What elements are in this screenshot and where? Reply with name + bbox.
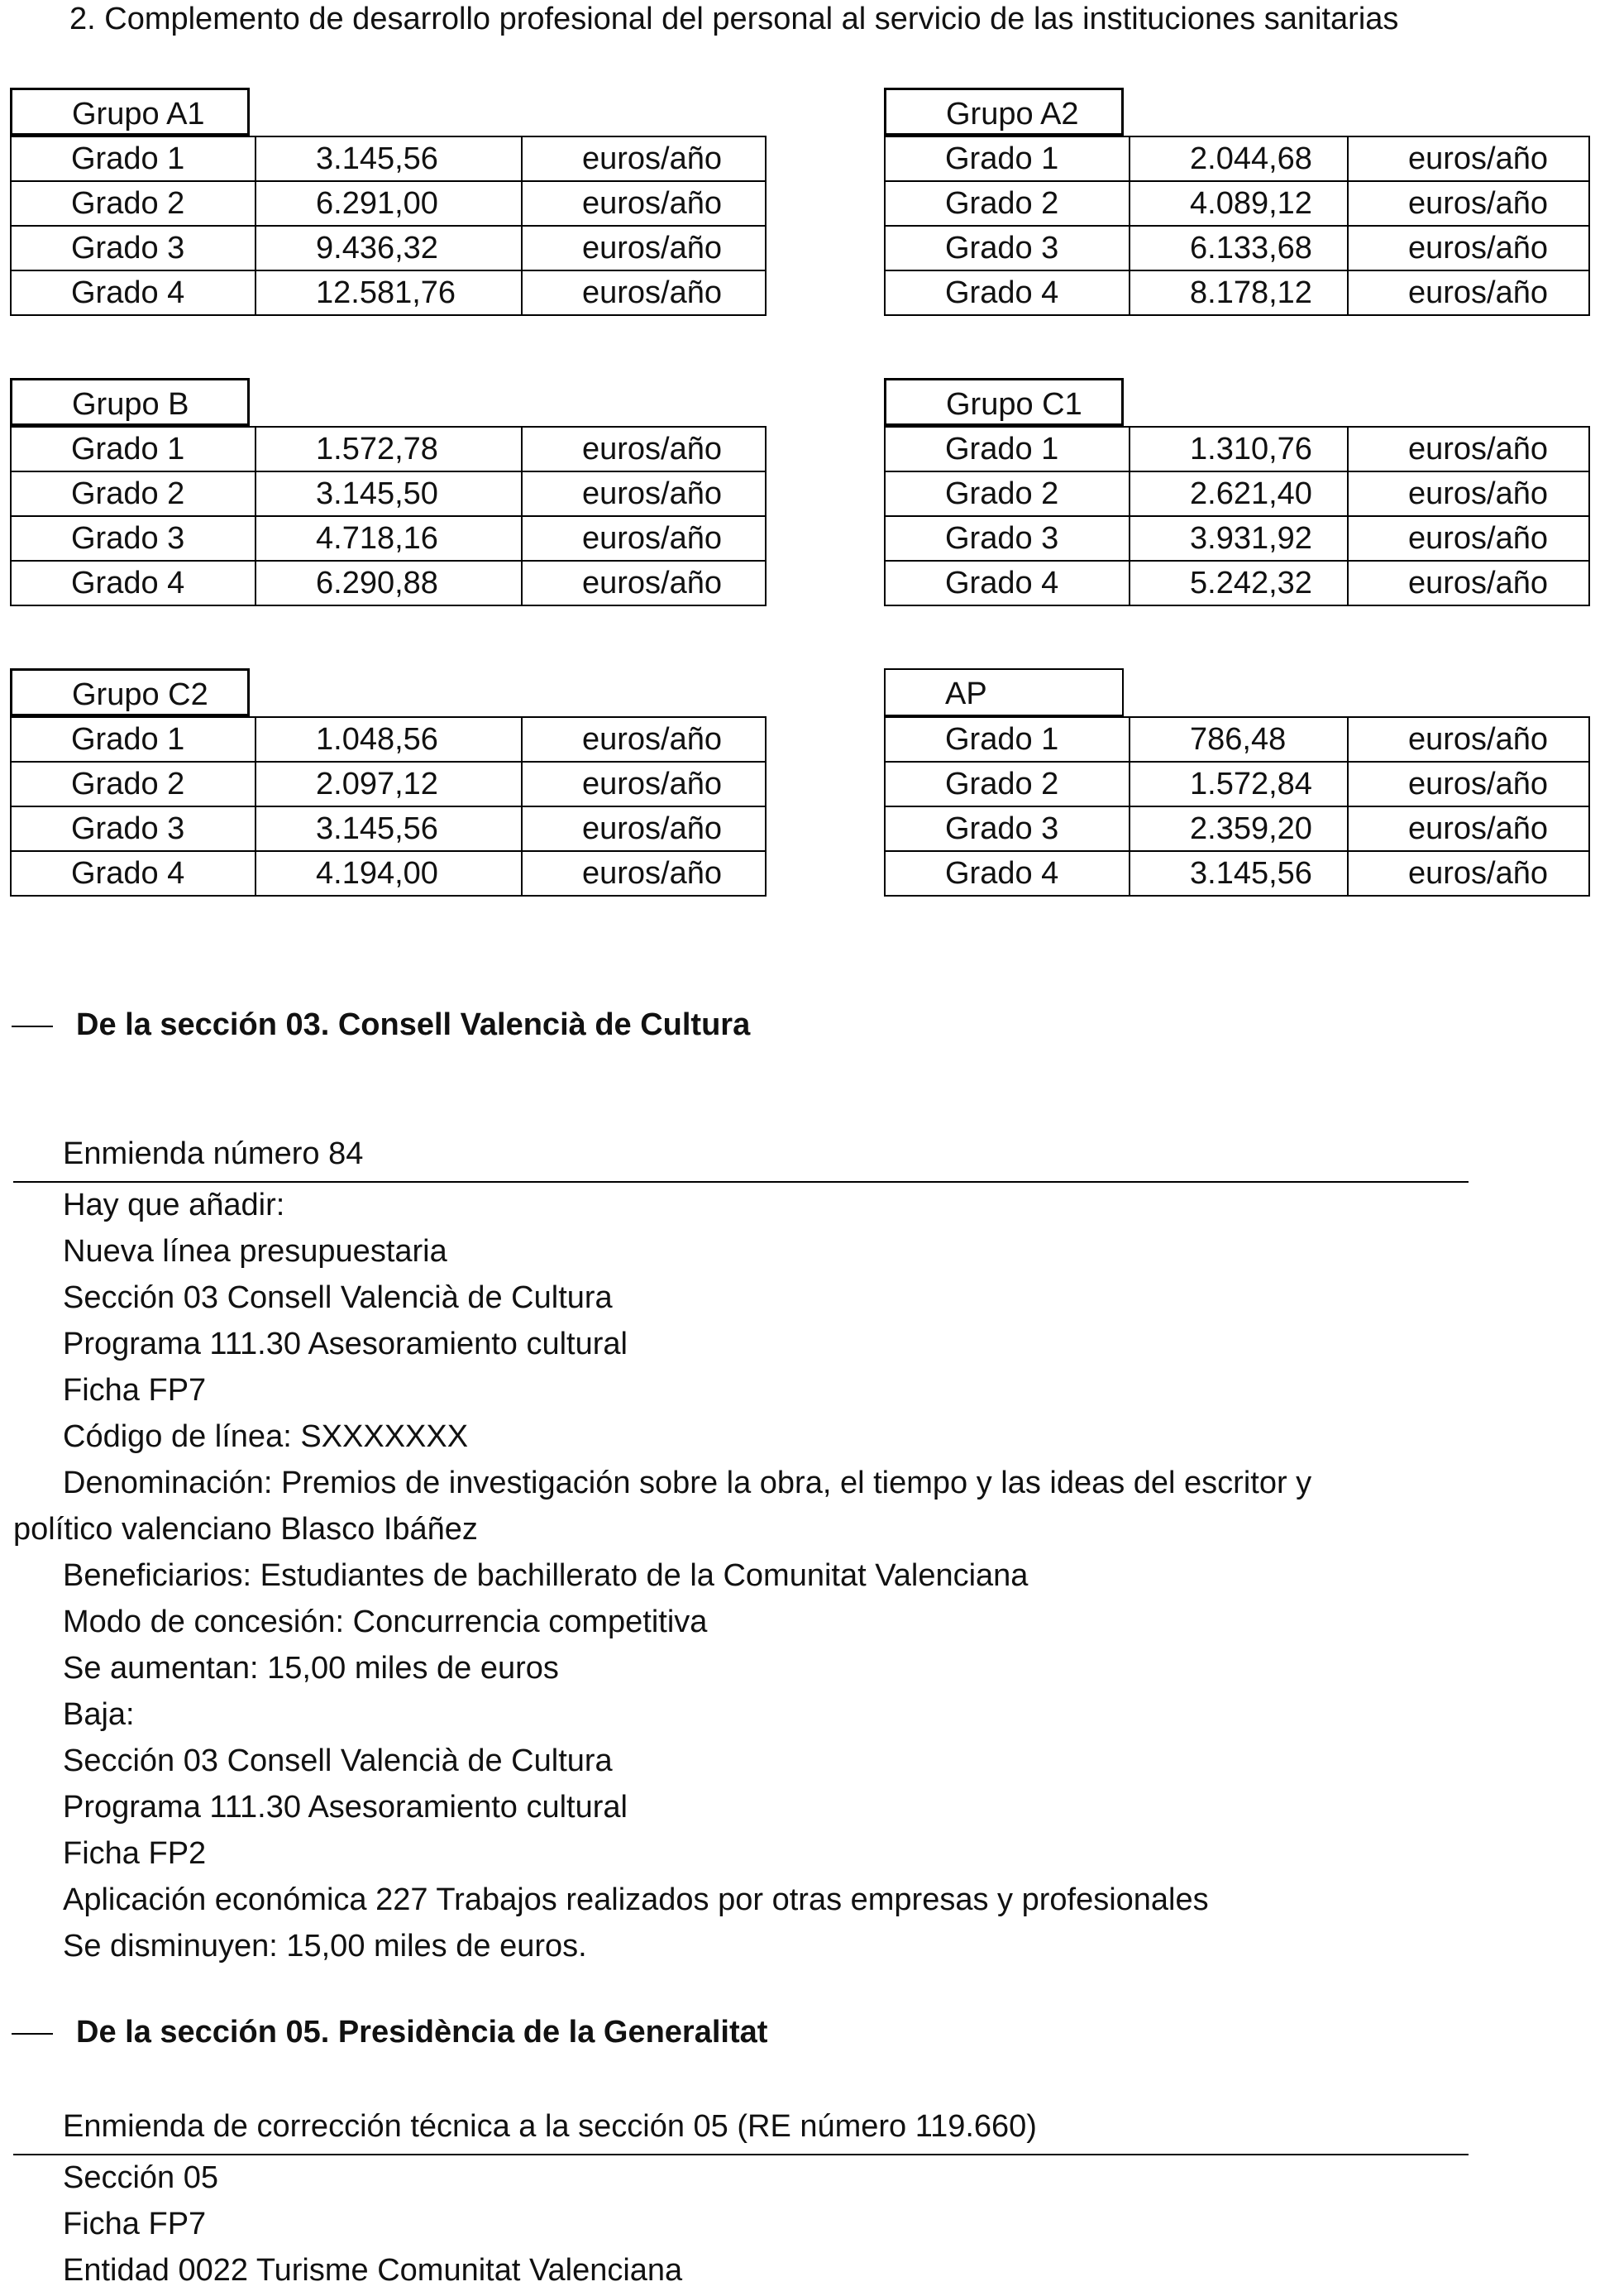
text-line: Aplicación económica 227 Trabajos realizados por otras empresas y profesionales: [63, 1882, 1209, 1917]
text-line: Sección 05: [63, 2160, 219, 2195]
table-cell: 5.242,32: [1130, 561, 1348, 605]
table-cell: Grado 2: [11, 181, 256, 226]
section-05-heading: [12, 2015, 767, 2050]
table-cell: 1.572,78: [256, 427, 522, 471]
table-cell: 9.436,32: [256, 226, 522, 270]
table-cell: Grado 2: [11, 762, 256, 806]
divider: [13, 2154, 1469, 2155]
table-cell: euros/año: [1348, 516, 1589, 561]
table-grid: [10, 716, 767, 897]
text-line: Modo de concesión: Concurrencia competitiva: [63, 1605, 708, 1639]
table-row: [11, 270, 766, 315]
table-cell: euros/año: [522, 851, 766, 896]
group-label: Grupo A1: [72, 97, 205, 132]
text-line: Ficha FP2: [63, 1836, 207, 1871]
text-line: Baja:: [63, 1697, 135, 1732]
table-cell: Grado 3: [885, 226, 1130, 270]
table-cell: Grado 1: [885, 136, 1130, 181]
salary-table-b: [10, 378, 767, 616]
table-cell: euros/año: [1348, 471, 1589, 516]
table-row: [11, 181, 766, 226]
table-row: [885, 762, 1589, 806]
table-cell: euros/año: [1348, 270, 1589, 315]
table-cell: Grado 4: [11, 270, 256, 315]
table-cell: euros/año: [522, 806, 766, 851]
dash-marker: [12, 1026, 53, 1027]
table-cell: Grado 3: [885, 516, 1130, 561]
table-row: [11, 717, 766, 762]
amendment-title: Enmienda número 84: [63, 1136, 364, 1171]
text-line: Sección 03 Consell Valencià de Cultura: [63, 1280, 613, 1315]
table-cell: 6.291,00: [256, 181, 522, 226]
table-cell: Grado 1: [885, 717, 1130, 762]
table-group-header: [10, 378, 250, 426]
text-line: Sección 03 Consell Valencià de Cultura: [63, 1744, 613, 1778]
table-cell: euros/año: [1348, 806, 1589, 851]
table-cell: 2.621,40: [1130, 471, 1348, 516]
table-row: [11, 561, 766, 605]
salary-table-ap: [884, 668, 1590, 906]
text-line: Programa 111.30 Asesoramiento cultural: [63, 1327, 628, 1361]
text-line: Nueva línea presupuestaria: [63, 1234, 447, 1269]
table-cell: 2.044,68: [1130, 136, 1348, 181]
text-line: Código de línea: SXXXXXXX: [63, 1419, 469, 1454]
text-line: Denominación: Premios de investigación sobre la obra, el tiempo y las ideas del escritor y: [63, 1466, 1312, 1500]
table-cell: Grado 4: [11, 851, 256, 896]
table-group-header: [884, 668, 1124, 716]
table-group-header: [10, 668, 250, 716]
table-row: [11, 226, 766, 270]
table-row: [885, 516, 1589, 561]
table-cell: 4.089,12: [1130, 181, 1348, 226]
text-line: político valenciano Blasco Ibáñez: [13, 1512, 478, 1547]
table-cell: euros/año: [1348, 181, 1589, 226]
table-cell: 1.572,84: [1130, 762, 1348, 806]
section-heading-text: De la sección 05. Presidència de la Generalitat: [76, 2015, 768, 2050]
table-cell: Grado 1: [11, 717, 256, 762]
table-cell: 2.097,12: [256, 762, 522, 806]
table-cell: euros/año: [522, 717, 766, 762]
text-line: Hay que añadir:: [63, 1188, 285, 1222]
table-cell: Grado 1: [885, 427, 1130, 471]
table-cell: 3.145,50: [256, 471, 522, 516]
table-cell: Grado 3: [11, 226, 256, 270]
group-label: Grupo C2: [72, 677, 208, 712]
table-cell: 786,48: [1130, 717, 1348, 762]
section-heading-text: De la sección 03. Consell Valencià de Cultura: [76, 1007, 751, 1042]
table-row: [11, 427, 766, 471]
table-cell: euros/año: [522, 136, 766, 181]
table-cell: 2.359,20: [1130, 806, 1348, 851]
text-line: Ficha FP7: [63, 1373, 207, 1408]
table-row: [11, 851, 766, 896]
group-label: Grupo A2: [946, 97, 1079, 132]
text-line: Se disminuyen: 15,00 miles de euros.: [63, 1929, 587, 1964]
table-row: [885, 226, 1589, 270]
table-cell: euros/año: [522, 762, 766, 806]
group-label: AP: [945, 677, 987, 711]
table-row: [885, 717, 1589, 762]
table-cell: euros/año: [522, 427, 766, 471]
amendment-title: Enmienda de corrección técnica a la sección 05 (RE número 119.660): [63, 2109, 1037, 2144]
salary-table-a1: [10, 88, 767, 326]
divider: [13, 1181, 1469, 1183]
table-row: [885, 427, 1589, 471]
table-cell: Grado 4: [11, 561, 256, 605]
table-cell: euros/año: [522, 516, 766, 561]
table-cell: euros/año: [1348, 851, 1589, 896]
table-grid: [884, 136, 1590, 316]
table-cell: euros/año: [522, 181, 766, 226]
table-cell: Grado 3: [885, 806, 1130, 851]
table-cell: Grado 3: [11, 516, 256, 561]
group-label: Grupo B: [72, 387, 189, 422]
table-cell: euros/año: [1348, 226, 1589, 270]
table-row: [885, 471, 1589, 516]
table-row: [885, 851, 1589, 896]
table-row: [885, 136, 1589, 181]
text-line: Beneficiarios: Estudiantes de bachillerato de la Comunitat Valenciana: [63, 1558, 1029, 1593]
table-cell: 4.718,16: [256, 516, 522, 561]
table-cell: 4.194,00: [256, 851, 522, 896]
table-group-header: [10, 88, 250, 136]
table-cell: euros/año: [1348, 427, 1589, 471]
table-cell: Grado 4: [885, 561, 1130, 605]
table-row: [11, 136, 766, 181]
table-cell: 1.310,76: [1130, 427, 1348, 471]
table-grid: [884, 426, 1590, 606]
table-cell: Grado 2: [885, 471, 1130, 516]
table-cell: euros/año: [522, 561, 766, 605]
table-row: [885, 181, 1589, 226]
text-line: Entidad 0022 Turisme Comunitat Valenciana: [63, 2253, 683, 2288]
table-cell: Grado 1: [11, 427, 256, 471]
intro-heading: 2. Complemento de desarrollo profesional del personal al servicio de las instituciones sanitarias: [69, 2, 1399, 36]
table-row: [885, 270, 1589, 315]
table-grid: [884, 716, 1590, 897]
salary-table-a2: [884, 88, 1590, 326]
table-cell: 6.133,68: [1130, 226, 1348, 270]
table-grid: [10, 136, 767, 316]
table-cell: 6.290,88: [256, 561, 522, 605]
table-cell: euros/año: [1348, 762, 1589, 806]
table-cell: Grado 2: [11, 471, 256, 516]
table-cell: 3.145,56: [1130, 851, 1348, 896]
table-row: [11, 516, 766, 561]
table-cell: euros/año: [522, 270, 766, 315]
table-row: [885, 806, 1589, 851]
table-row: [11, 806, 766, 851]
table-cell: Grado 2: [885, 762, 1130, 806]
table-cell: euros/año: [1348, 717, 1589, 762]
table-row: [885, 561, 1589, 605]
table-cell: Grado 1: [11, 136, 256, 181]
table-cell: Grado 3: [11, 806, 256, 851]
table-cell: 12.581,76: [256, 270, 522, 315]
table-cell: 3.931,92: [1130, 516, 1348, 561]
table-cell: Grado 4: [885, 270, 1130, 315]
table-grid: [10, 426, 767, 606]
text-line: Programa 111.30 Asesoramiento cultural: [63, 1790, 628, 1825]
text-line: Ficha FP7: [63, 2207, 207, 2241]
table-row: [11, 762, 766, 806]
table-cell: Grado 4: [885, 851, 1130, 896]
table-cell: euros/año: [522, 226, 766, 270]
section-03-heading: [12, 1007, 750, 1043]
table-group-header: [884, 378, 1124, 426]
text-line: Se aumentan: 15,00 miles de euros: [63, 1651, 559, 1686]
group-label: Grupo C1: [946, 387, 1082, 422]
table-cell: 3.145,56: [256, 806, 522, 851]
dash-marker: [12, 2033, 53, 2035]
table-cell: 1.048,56: [256, 717, 522, 762]
table-cell: 8.178,12: [1130, 270, 1348, 315]
table-group-header: [884, 88, 1124, 136]
salary-table-c2: [10, 668, 767, 906]
table-cell: euros/año: [1348, 136, 1589, 181]
salary-table-c1: [884, 378, 1590, 616]
table-cell: euros/año: [1348, 561, 1589, 605]
table-cell: Grado 2: [885, 181, 1130, 226]
table-row: [11, 471, 766, 516]
table-cell: euros/año: [522, 471, 766, 516]
table-cell: 3.145,56: [256, 136, 522, 181]
